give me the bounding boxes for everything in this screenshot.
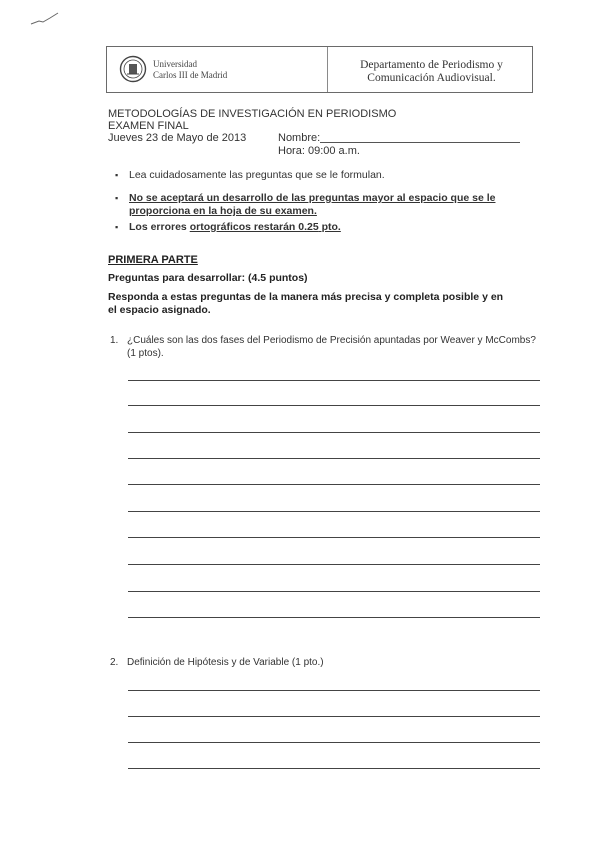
answer-line[interactable] <box>128 716 540 717</box>
answer-line[interactable] <box>128 458 540 459</box>
answer-line[interactable] <box>128 405 540 406</box>
department-line-1: Departamento de Periodismo y <box>360 59 503 71</box>
question-number: 1. <box>110 335 119 346</box>
bullet-icon: ▪ <box>115 170 119 180</box>
errors-text-c: pto. <box>318 221 341 233</box>
course-title: METODOLOGÍAS DE INVESTIGACIÓN EN PERIODISMO <box>108 108 397 120</box>
department-name <box>329 59 534 85</box>
answer-line[interactable] <box>128 511 540 512</box>
answer-line[interactable] <box>128 591 540 592</box>
answer-line[interactable] <box>128 484 540 485</box>
answer-line[interactable] <box>128 432 540 433</box>
part-title: PRIMERA PARTE <box>108 254 198 266</box>
part-subtitle: Preguntas para desarrollar: (4.5 puntos) <box>108 272 308 284</box>
university-seal-icon <box>119 55 147 83</box>
question-number: 2. <box>110 657 119 668</box>
instruction-errors <box>115 221 515 235</box>
university-name: Universidad Carlos III de Madrid <box>153 59 228 80</box>
instruction-read: ▪ Lea cuidadosamente las preguntas que se le formulan. <box>115 169 385 181</box>
answer-line[interactable] <box>128 690 540 691</box>
name-label: Nombre: <box>278 132 321 144</box>
bullet-icon: ▪ <box>115 222 119 232</box>
answer-line[interactable] <box>128 564 540 565</box>
part-directions: Responda a estas preguntas de la manera más precisa y completa posible y en el espacio asignado. <box>108 291 504 316</box>
bullet-icon: ▪ <box>115 193 119 203</box>
errors-text-a: Los errores <box>129 221 190 233</box>
question-text: ¿Cuáles son las dos fases del Periodismo de Precisión apuntadas por Weaver y McCombs? (1 ptos). <box>127 335 536 359</box>
name-field-line[interactable] <box>320 142 520 143</box>
errors-text-b: ortográficos restarán 0.25 <box>189 221 319 233</box>
answer-line[interactable] <box>128 768 540 769</box>
exam-type: EXAMEN FINAL <box>108 120 189 132</box>
question-text: Definición de Hipótesis y de Variable (1 pto.) <box>127 657 324 668</box>
exam-date: Jueves 23 de Mayo de 2013 <box>108 132 247 144</box>
header-box <box>106 46 533 93</box>
instruction-space-limit: ▪ No se aceptará un desarrollo de las preguntas mayor al espacio que se le proporciona en la hoja de su examen. <box>115 192 496 217</box>
answer-line[interactable] <box>128 380 540 381</box>
question-2 <box>110 656 550 670</box>
answer-line[interactable] <box>128 742 540 743</box>
answer-line[interactable] <box>128 537 540 538</box>
header-divider <box>327 47 328 92</box>
department-line-2: Comunicación Audiovisual. <box>367 72 496 84</box>
answer-line[interactable] <box>128 617 540 618</box>
question-1 <box>110 334 550 362</box>
pen-scribble-mark <box>30 12 60 26</box>
exam-time: Hora: 09:00 a.m. <box>278 145 360 157</box>
